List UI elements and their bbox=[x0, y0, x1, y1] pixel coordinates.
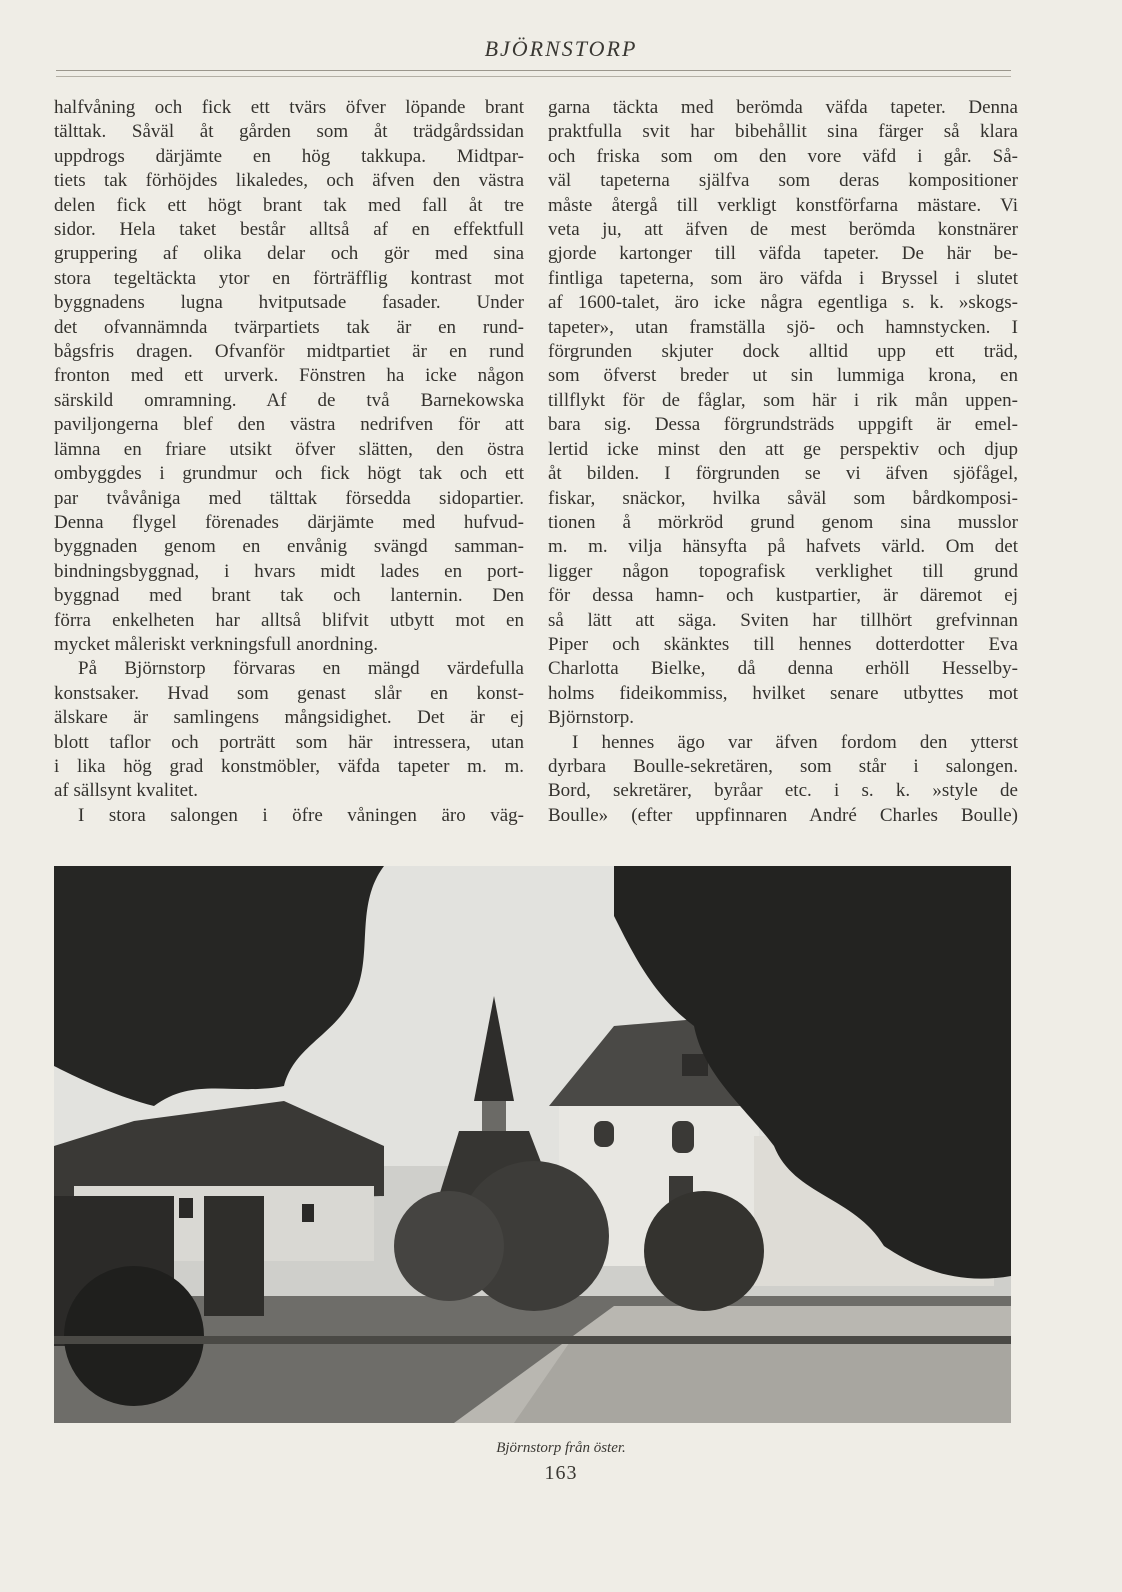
text-line: m. m. vilja hänsyfta på hafvets värld. Om det bbox=[548, 536, 1018, 558]
text-line: ligger någon topografisk verklighet till grund bbox=[548, 560, 1018, 582]
left-paragraph-1 bbox=[54, 96, 524, 657]
text-line: i lika hög grad konstmöbler, väfda tapeter m. m. bbox=[54, 755, 524, 777]
text-line: tionen å mörkröd grund genom sina musslor bbox=[548, 511, 1018, 533]
header-rule bbox=[56, 70, 1011, 71]
running-title: BJÖRNSTORP bbox=[484, 36, 638, 61]
text-line: blott taflor och porträtt som här intressera, utan bbox=[54, 731, 524, 753]
text-line: holms fideikommiss, hvilket senare utbyttes mot bbox=[548, 682, 1018, 704]
text-line: förgrunden skjuter dock alltid upp ett träd, bbox=[548, 341, 1018, 363]
text-line: fronton med ett urverk. Fönstren ha icke någon bbox=[54, 365, 524, 387]
text-line: så lätt att säga. Sviten har tillhört grefvinnan bbox=[548, 609, 1018, 631]
text-line: bågsfris dragen. Ofvanför midtpartiet är en rund bbox=[54, 341, 524, 363]
text-line: garna täckta med berömda väfda tapeter. Denna bbox=[548, 97, 1018, 118]
text-line: byggnaden genom en envånig svängd samman- bbox=[54, 536, 524, 558]
text-line: paviljongerna blef den västra nedrifven för att bbox=[54, 414, 524, 436]
text-line: för dessa hamn- och kustpartier, är däremot ej bbox=[548, 585, 1018, 607]
text-line: älskare är samlingens mångsidighet. Det är ej bbox=[54, 707, 524, 729]
text-line: särskild omramning. Af de två Barnekowska bbox=[54, 389, 524, 411]
text-line: konstsaker. Hvad som genast slår en konst- bbox=[54, 682, 524, 704]
right-paragraph-2 bbox=[548, 731, 1018, 829]
text-line: och friska som om den vore väfd i går. Så- bbox=[548, 145, 1018, 167]
text-line: lämna en friare utsikt öfver slätten, den östra bbox=[54, 438, 524, 460]
text-line: Bord, sekretärer, byråar etc. i s. k. »style de bbox=[548, 780, 1018, 802]
left-paragraph-3 bbox=[54, 804, 524, 828]
text-line: praktfulla svit har bibehållit sina färger så klara bbox=[548, 121, 1018, 143]
text-line: halfvåning och fick ett tvärs öfver löpande brant bbox=[54, 97, 524, 118]
text-line: Denna flygel förenades därjämte med hufvud- bbox=[54, 511, 524, 533]
text-line: åt bilden. I förgrunden se vi äfven sjöfågel, bbox=[548, 463, 1018, 485]
text-line: I hennes ägo var äfven fordom den ytterst bbox=[572, 731, 1018, 753]
header-rule-thin bbox=[56, 76, 1011, 77]
text-line: gruppering af olika delar och gör med sina bbox=[54, 243, 524, 265]
text-line: tapeter», utan framställa sjö- och hamnstycken. I bbox=[548, 316, 1018, 338]
text-line: måste återgå till verkligt konstförfarna mästare. Vi bbox=[548, 194, 1018, 216]
text-line: På Björnstorp förvaras en mängd värdefulla bbox=[78, 658, 524, 680]
text-line: veta ju, att äfven de mest berömda konstnärer bbox=[548, 219, 1018, 241]
text-line: mycket måleriskt verkningsfull anordning. bbox=[54, 633, 378, 655]
page-number: 163 bbox=[544, 1462, 578, 1484]
text-line: Björnstorp. bbox=[548, 707, 635, 729]
text-line: sidor. Hela taket består alltså af en effektfull bbox=[54, 219, 524, 241]
text-line: bara sig. Dessa förgrundsträds uppgift är emel- bbox=[548, 414, 1018, 436]
photograph-bjornstorp bbox=[54, 866, 1011, 1423]
text-line: tiets tak förhöjdes likaledes, och äfven den västra bbox=[54, 170, 524, 192]
text-line: uppdrogs därjämte en hög takkupa. Midtpar- bbox=[54, 145, 524, 167]
left-column bbox=[54, 96, 524, 828]
text-line: gjorde kartonger till väfda tapeter. De här be- bbox=[548, 243, 1018, 265]
text-line: förra enkelheten har alltså blifvit utbytt mot en bbox=[54, 609, 524, 631]
text-line: som öfverst breder ut sin lummiga krona, en bbox=[548, 365, 1018, 387]
text-line: tälttak. Såväl åt gården som åt trädgårdssidan bbox=[54, 121, 524, 143]
right-column bbox=[548, 96, 1018, 828]
text-line: af 1600-talet, äro icke några egentliga s. k. »skogs- bbox=[548, 292, 1018, 314]
text-line: Piper och skänktes till hennes dotterdotter Eva bbox=[548, 633, 1018, 655]
text-line: byggnadens lugna hvitputsade fasader. Under bbox=[54, 292, 524, 314]
left-paragraph-2 bbox=[54, 657, 524, 803]
text-line: fintliga tapeterna, som äro väfda i Bryssel i slutet bbox=[548, 267, 1018, 289]
text-line: stora tegeltäckta ytor en förträfflig kontrast mot bbox=[54, 267, 524, 289]
text-line: tillflykt för de fåglar, som här i rik mån uppen- bbox=[548, 389, 1018, 411]
text-line: I stora salongen i öfre våningen äro väg- bbox=[78, 804, 524, 826]
text-line: Charlotta Bielke, då denna erhöll Hesselby- bbox=[548, 658, 1018, 680]
text-line: dyrbara Boulle-sekretären, som står i salongen. bbox=[548, 755, 1018, 777]
text-line: bindningsbyggnad, i hvars midt lades en port- bbox=[54, 560, 524, 582]
text-line: fiskar, snäckor, hvilka såväl som bårdkomposi- bbox=[548, 487, 1018, 509]
text-line: delen fick ett högt brant tak med fall åt tre bbox=[54, 194, 524, 216]
photo-illustration bbox=[54, 866, 1011, 1423]
text-line: Boulle» (efter uppfinnaren André Charles Boulle) bbox=[548, 804, 1018, 826]
text-line: det ofvannämnda tvärpartiets tak är en rund- bbox=[54, 316, 524, 338]
figure-caption: Björnstorp från öster. bbox=[496, 1440, 626, 1456]
text-line: väl tapeterna själfva som deras kompositioner bbox=[548, 170, 1018, 192]
text-line: ombyggdes i grundmur och fick högt tak och ett bbox=[54, 463, 524, 485]
text-line: par tvåvåniga med tälttak försedda sidopartier. bbox=[54, 487, 524, 509]
right-paragraph-1 bbox=[548, 96, 1018, 731]
text-line: af sällsynt kvalitet. bbox=[54, 780, 199, 802]
text-line: lertid icke minst den att ge perspektiv och djup bbox=[548, 438, 1018, 460]
text-line: byggnad med brant tak och lanternin. Den bbox=[54, 585, 524, 607]
